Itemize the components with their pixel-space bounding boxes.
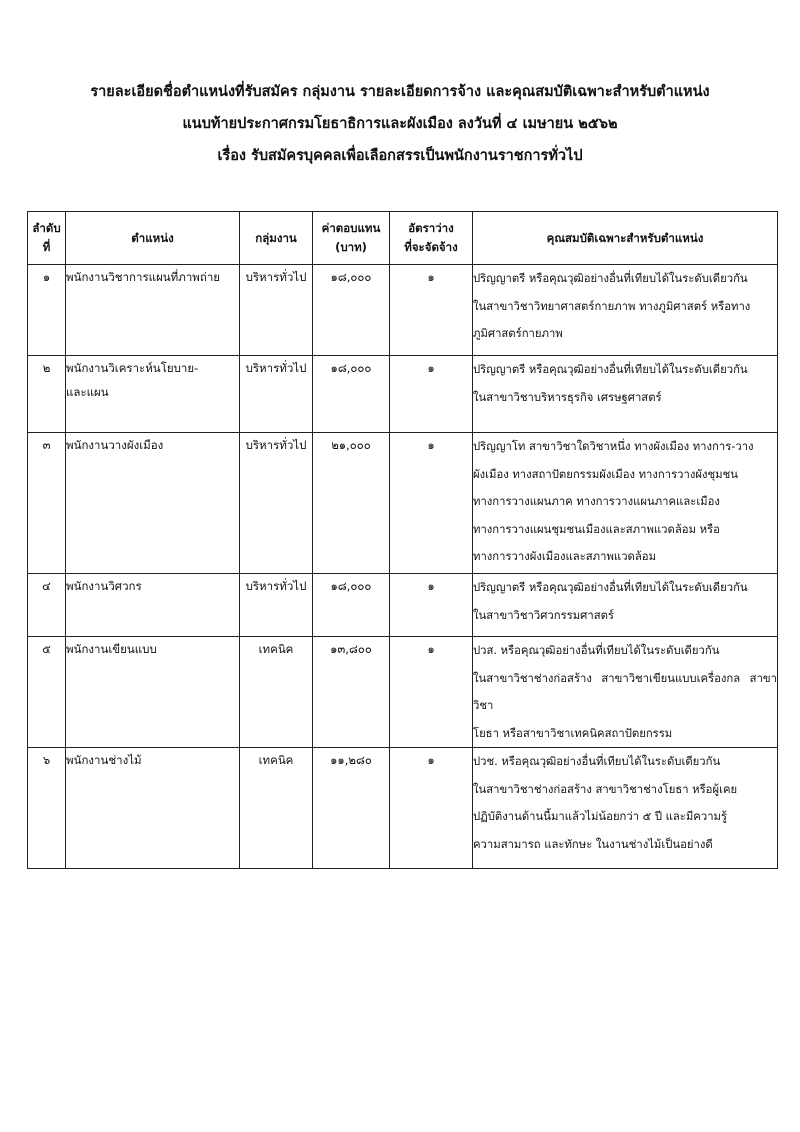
position-name: พนักงานวิชาการแผนที่ภาพถ่าย [66, 265, 240, 356]
work-group: บริหารทั่วไป [240, 433, 313, 574]
qualification: ปริญญาตรี หรือคุณวุฒิอย่างอื่นที่เทียบได้ในระดับเดียวกัน ในสาขาวิชาวิทยาศาสตร์กายภาพ ทางภูมิศาสตร์ หรือทาง ภูมิศาสตร์กายภาพ [473, 265, 778, 356]
row-number: ๓ [28, 433, 66, 574]
compensation: ๑๑,๒๘๐ [313, 748, 390, 869]
work-group: เทคนิค [240, 637, 313, 748]
compensation: ๑๘,๐๐๐ [313, 574, 390, 637]
qualification: ปวช. หรือคุณวุฒิอย่างอื่นที่เทียบได้ในระดับเดียวกัน ในสาขาวิชาช่างก่อสร้าง สาขาวิชาช่างโยธา หรือผู้เคย ปฏิบัติงานด้านนี้มาแล้วไม่น้อยกว่า ๕ ปี และมีความรู้ ความสามารถ และทักษะ ในงานช่างไม้เป็นอย่างดี [473, 748, 778, 869]
position-name: พนักงานวิศวกร [66, 574, 240, 637]
compensation: ๑๘,๐๐๐ [313, 265, 390, 356]
vacancy-count: ๑ [390, 265, 473, 356]
table-header-row [28, 212, 778, 265]
header-position: ตำแหน่ง [66, 212, 240, 265]
position-name: พนักงานเขียนแบบ [66, 637, 240, 748]
document-subject: เรื่อง รับสมัครบุคคลเพื่อเลือกสรรเป็นพนักงานราชการทั่วไป [217, 148, 583, 164]
header-no: ลำดับ ที่ [28, 212, 66, 265]
row-number: ๑ [28, 265, 66, 356]
work-group: บริหารทั่วไป [240, 356, 313, 433]
table-row [28, 748, 778, 869]
qualification: ปริญญาโท สาขาวิชาใดวิชาหนึ่ง ทางผังเมือง ทางการ-วาง ผังเมือง ทางสถาปัตยกรรมผังเมือง ทางการวางผังชุมชน ทางการวางแผนภาค ทางการวางแผนภาคและเมือง ทางการวางแผนชุมชนเมืองและสภาพแวดล้อม หรือ ทางการวางผังเมืองและสภาพแวดล้อม [473, 433, 778, 574]
row-number: ๒ [28, 356, 66, 433]
vacancy-count: ๑ [390, 433, 473, 574]
header-group: กลุ่มงาน [240, 212, 313, 265]
compensation: ๑๓,๘๐๐ [313, 637, 390, 748]
document-title: รายละเอียดชื่อตำแหน่งที่รับสมัคร กลุ่มงาน รายละเอียดการจ้าง และคุณสมบัติเฉพาะสำหรับตำแหน่ง [90, 84, 710, 100]
header-qualification: คุณสมบัติเฉพาะสำหรับตำแหน่ง [473, 212, 778, 265]
document-subtitle: แนบท้ายประกาศกรมโยธาธิการและผังเมือง ลงวันที่ ๔ เมษายน ๒๕๖๒ [182, 116, 618, 132]
row-number: ๕ [28, 637, 66, 748]
qualification: ปวส. หรือคุณวุฒิอย่างอื่นที่เทียบได้ในระดับเดียวกัน ในสาขาวิชาช่างก่อสร้าง สาขาวิชาเขียนแบบเครื่องกล สาขาวิชา โยธา หรือสาขาวิชาเทคนิคสถาปัตยกรรม [473, 637, 778, 748]
vacancy-count: ๑ [390, 637, 473, 748]
vacancy-count: ๑ [390, 574, 473, 637]
work-group: บริหารทั่วไป [240, 265, 313, 356]
table-row [28, 637, 778, 748]
row-number: ๔ [28, 574, 66, 637]
header-vacancy: อัตราว่าง ที่จะจัดจ้าง [390, 212, 473, 265]
vacancy-count: ๑ [390, 356, 473, 433]
position-name: พนักงานวิเคราะห์นโยบาย- และแผน [66, 356, 240, 433]
qualification: ปริญญาตรี หรือคุณวุฒิอย่างอื่นที่เทียบได้ในระดับเดียวกัน ในสาขาวิชาวิศวกรรมศาสตร์ [473, 574, 778, 637]
table-row [28, 265, 778, 356]
vacancy-count: ๑ [390, 748, 473, 869]
compensation: ๑๘,๐๐๐ [313, 356, 390, 433]
position-name: พนักงานช่างไม้ [66, 748, 240, 869]
row-number: ๖ [28, 748, 66, 869]
work-group: เทคนิค [240, 748, 313, 869]
compensation: ๒๑,๐๐๐ [313, 433, 390, 574]
positions-table [27, 211, 778, 869]
table-row [28, 356, 778, 433]
work-group: บริหารทั่วไป [240, 574, 313, 637]
qualification: ปริญญาตรี หรือคุณวุฒิอย่างอื่นที่เทียบได้ในระดับเดียวกัน ในสาขาวิชาบริหารธุรกิจ เศรษฐศาสตร์ [473, 356, 778, 433]
table-row [28, 433, 778, 574]
position-name: พนักงานวางผังเมือง [66, 433, 240, 574]
header-pay: ค่าตอบแทน (บาท) [313, 212, 390, 265]
table-row [28, 574, 778, 637]
